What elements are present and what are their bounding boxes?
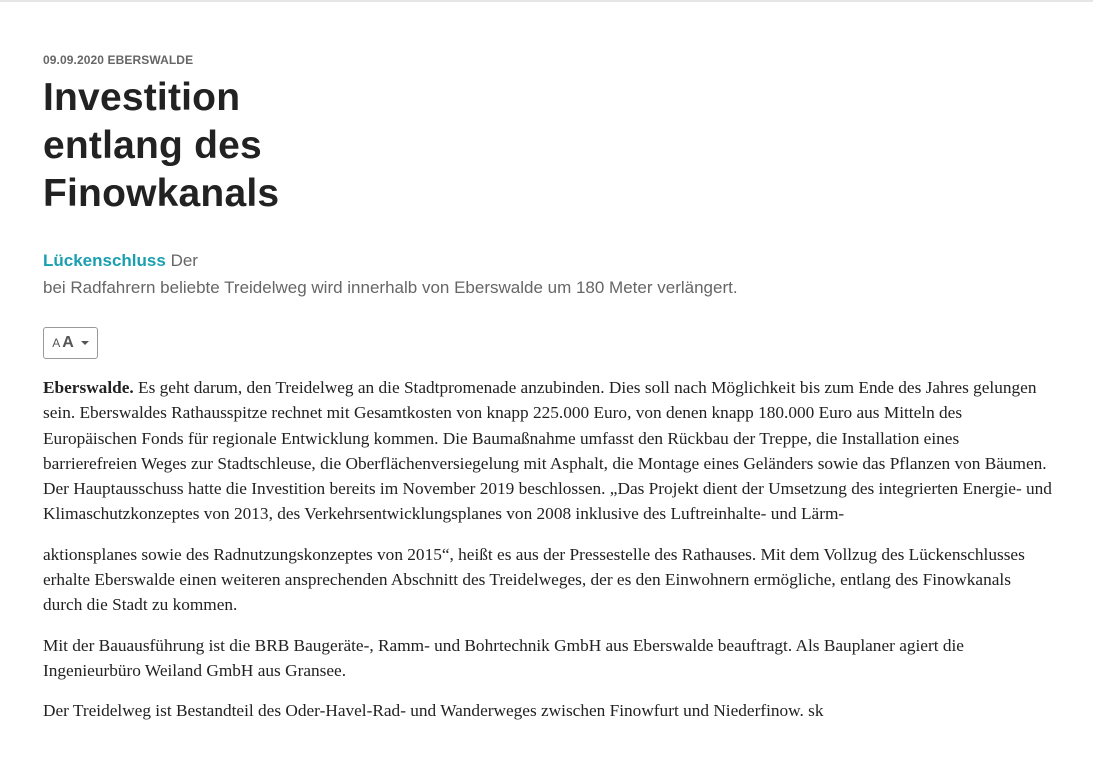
teaser-kicker: Lückenschluss bbox=[43, 251, 166, 270]
article bbox=[43, 52, 1053, 724]
top-divider bbox=[0, 0, 1093, 2]
paragraph-1-text: Es geht darum, den Treidelweg an die Stadtpromenade anzubinden. Dies soll nach Möglichkeit bis zum Ende des Jahres gelungen sein. Eberswaldes Rathausspitze rechnet mit Gesamtkosten von knapp 225.000 Euro, von denen knapp 180.000 Euro aus Mitteln des Europäischen Fonds für regionale Entwicklung kommen. Die Baumaßnahme umfasst den Rückbau der Treppe, die Installation eines barrierefreien Weges zur Stadtschleuse, die Oberflächenversiegelung mit Asphalt, die Montage eines Geländers sowie das Pflanzen von Bäumen. Der Hauptausschuss hatte die Investition bereits im November 2019 beschlossen. „Das Projekt dient der Umsetzung des integrierten Energie- und Klimaschutzkonzeptes von 2013, des Verkehrsentwicklungsplanes von 2008 inklusive des Luftreinhalte- und Lärm- bbox=[43, 378, 1052, 524]
teaser-text-start: Der bbox=[170, 251, 198, 270]
article-date: 09.09.2020 bbox=[43, 53, 105, 67]
font-size-small-label: A bbox=[52, 336, 61, 350]
teaser-text: bei Radfahrern beliebte Treidelweg wird innerhalb von Eberswalde um 180 Meter verlängert. bbox=[43, 278, 738, 297]
font-size-button[interactable] bbox=[43, 327, 98, 359]
paragraph-lead: Eberswalde. bbox=[43, 378, 134, 397]
article-paragraph-3: Mit der Bauausführung ist die BRB Baugeräte-, Ramm- und Bohrtechnik GmbH aus Eberswalde beauftragt. Als Bauplaner agiert die Ingenieurbüro Weiland GmbH aus Gransee. bbox=[43, 635, 964, 680]
article-paragraph-1 bbox=[43, 375, 1053, 527]
article-meta bbox=[43, 52, 1053, 68]
article-paragraph-4: Der Treidelweg ist Bestandteil des Oder-Havel-Rad- und Wanderweges zwischen Finowfurt und Niederfinow. sk bbox=[43, 701, 824, 721]
article-teaser bbox=[43, 247, 803, 301]
article-paragraph-2: aktionsplanes sowie des Radnutzungskonzeptes von 2015“, heißt es aus der Pressestelle des Rathauses. Mit dem Vollzug des Lückenschlusses erhalte Eberswalde einen weiteren ansprechenden Abschnitt des Treidelweges, der es den Einwohnern ermögliche, entlang des Finowkanals durch die Stadt zu kommen. bbox=[43, 544, 1025, 615]
article-title: Investition entlang des Finowkanals bbox=[43, 76, 280, 215]
article-location: EBERSWALDE bbox=[107, 53, 194, 67]
caret-down-icon bbox=[81, 341, 89, 345]
font-size-large-label: A bbox=[62, 334, 74, 351]
